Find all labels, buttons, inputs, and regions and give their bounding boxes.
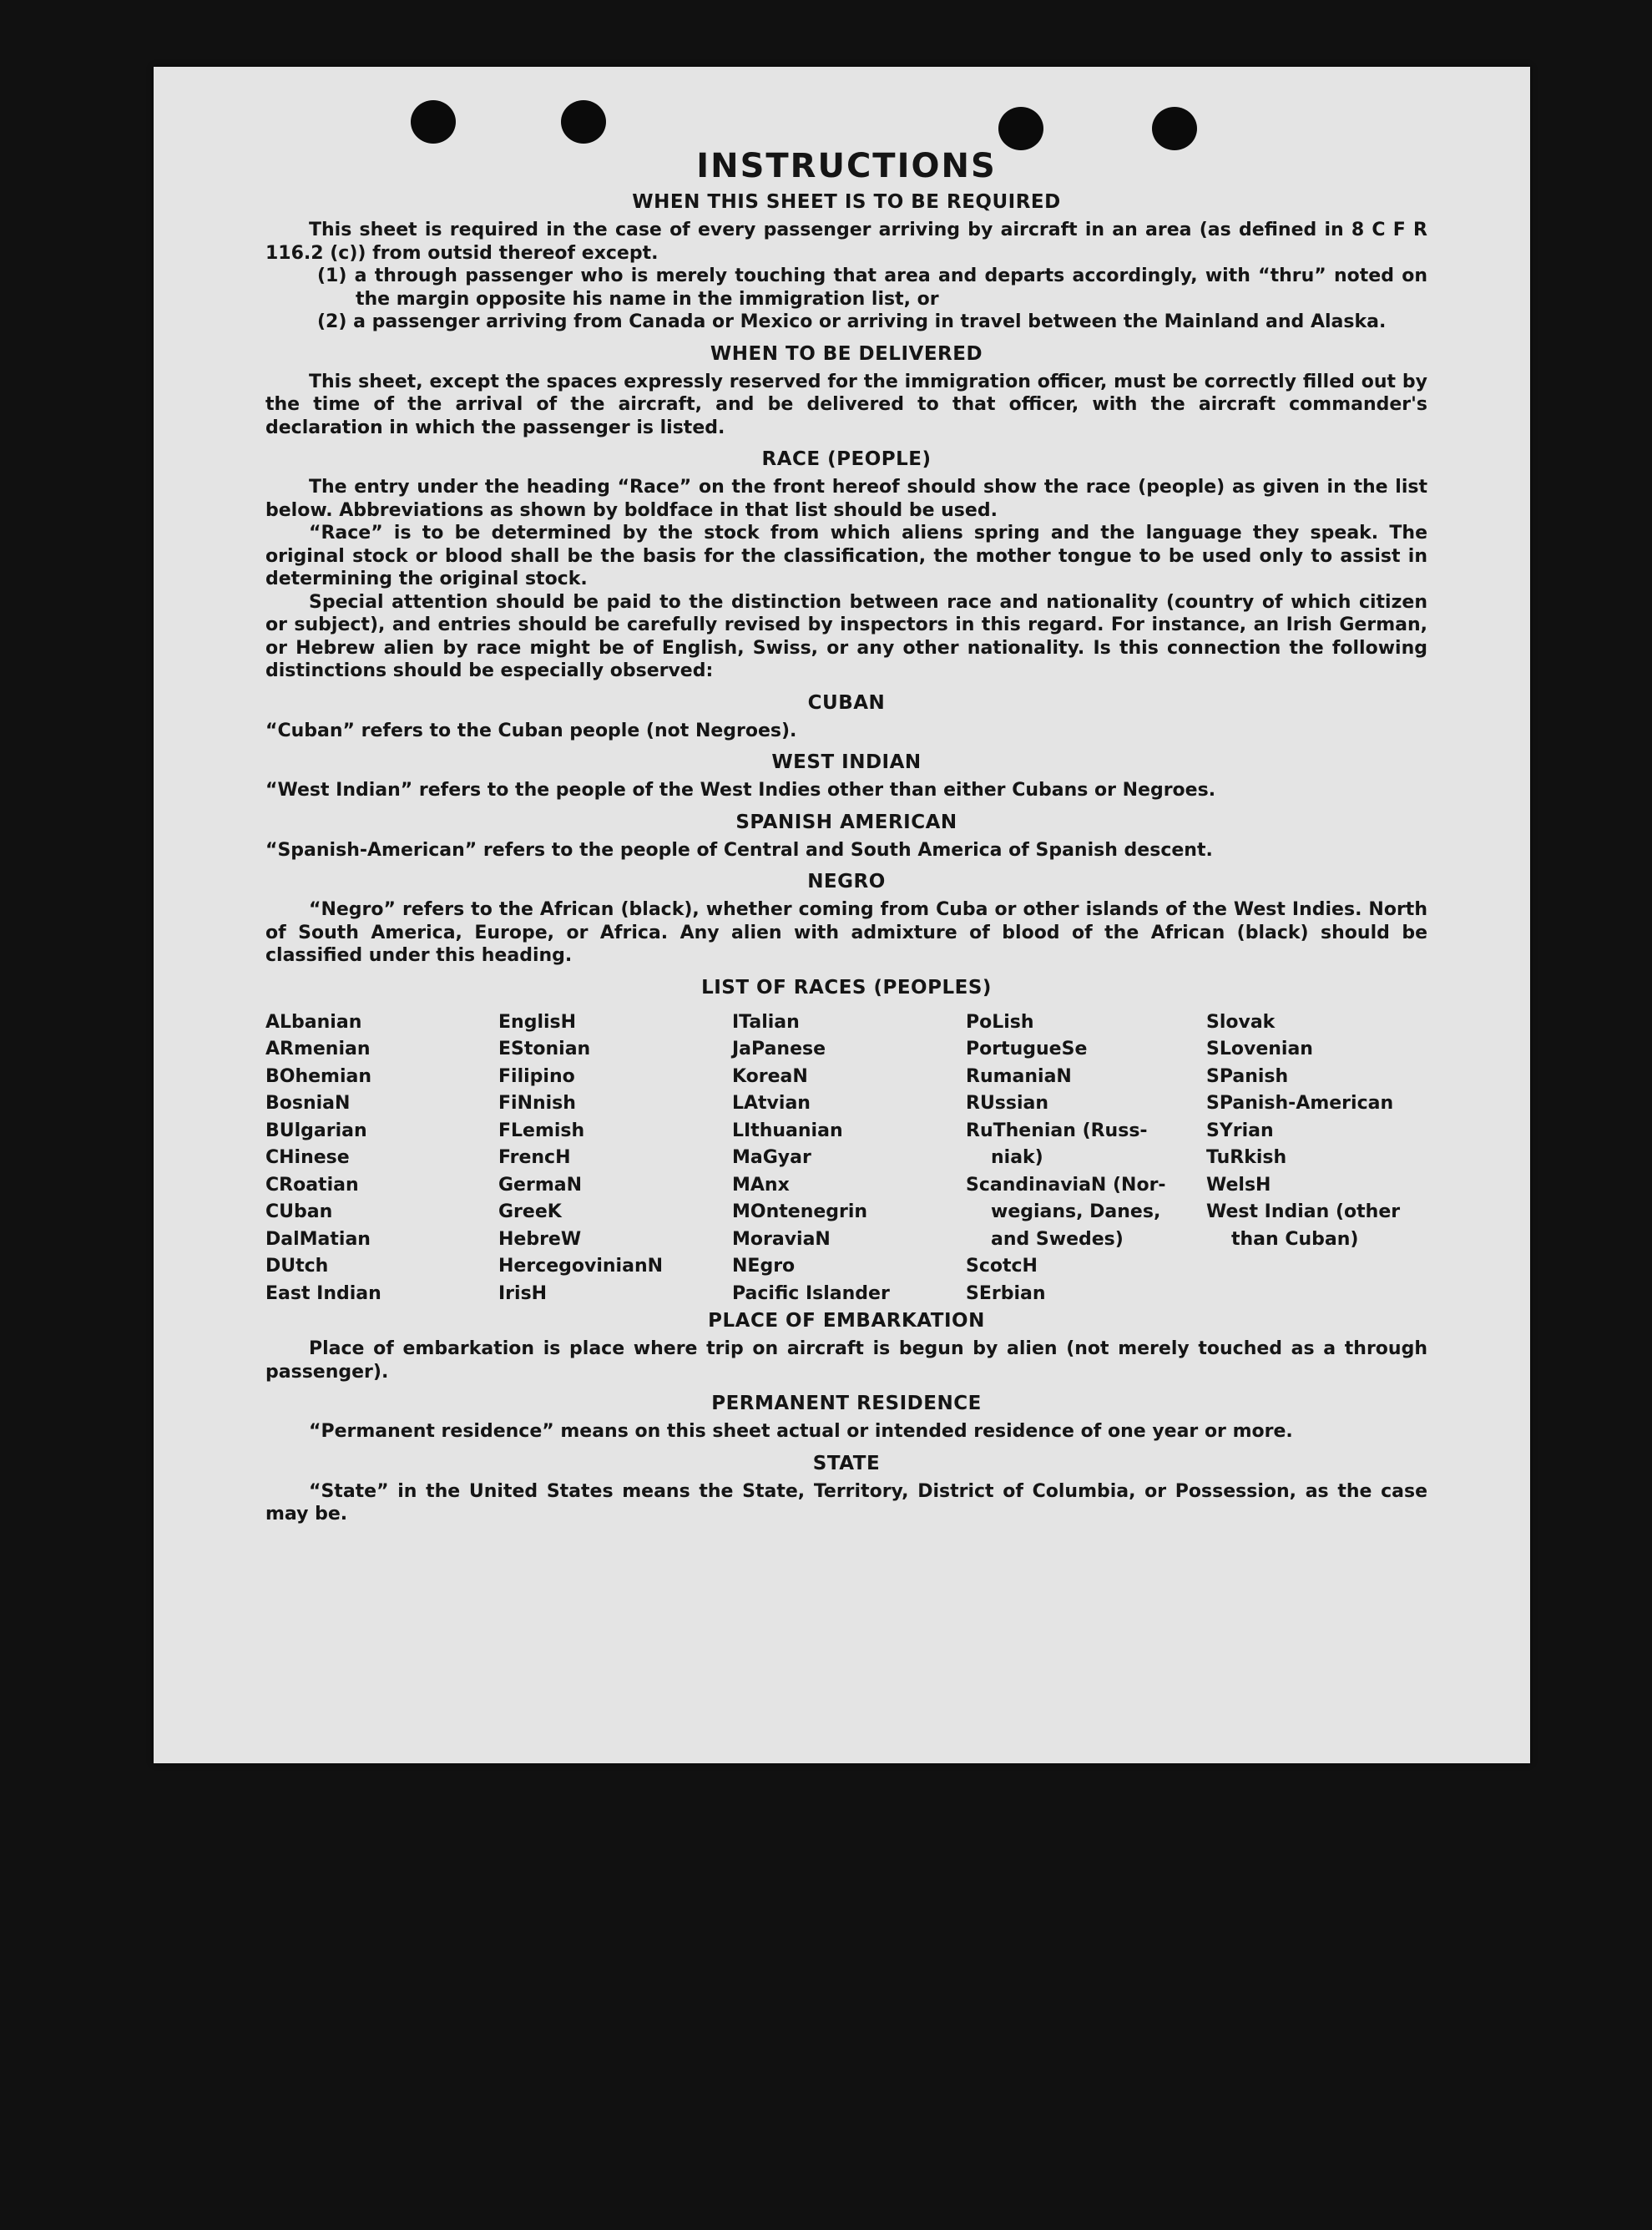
document-sheet xyxy=(154,67,1530,1763)
race-entry: ITalian xyxy=(732,1011,800,1033)
race-entry: GreeK xyxy=(498,1201,562,1222)
paragraph: “Spanish-American” refers to the people of Central and South America of Spanish descent. xyxy=(265,839,1213,861)
race-entry-continuation: and Swedes) xyxy=(991,1228,1124,1250)
race-entry: HercegovinianN xyxy=(498,1256,664,1277)
race-entry: SPanish-American xyxy=(1206,1093,1394,1114)
section-heading-west-indian: WEST INDIAN xyxy=(771,751,922,773)
race-entry: Filipino xyxy=(498,1065,575,1087)
race-entry: ScandinaviaN (Nor- xyxy=(966,1174,1166,1196)
race-entry-continuation: than Cuban) xyxy=(1231,1228,1359,1250)
race-entry: LIthuanian xyxy=(732,1120,843,1141)
race-entry-continuation: wegians, Danes, xyxy=(991,1201,1161,1222)
race-entry: EnglisH xyxy=(498,1011,577,1033)
race-entry: JaPanese xyxy=(732,1039,826,1059)
race-entry: EStonian xyxy=(498,1039,591,1059)
section-heading-spanish-american: SPANISH AMERICAN xyxy=(735,811,957,833)
section-heading-cuban: CUBAN xyxy=(807,691,886,714)
race-entry: BOhemian xyxy=(265,1065,372,1087)
section-heading-permanent-residence: PERMANENT RESIDENCE xyxy=(711,1393,982,1414)
section-heading-state: STATE xyxy=(812,1452,881,1474)
races-column xyxy=(498,1009,732,1308)
race-entry: SPanish xyxy=(1206,1065,1289,1087)
race-entry: HebreW xyxy=(498,1228,582,1250)
section-heading-when-required: WHEN THIS SHEET IS TO BE REQUIRED xyxy=(632,191,1061,213)
race-entry: PortugueSe xyxy=(966,1039,1088,1059)
race-entry: BosniaN xyxy=(265,1093,351,1114)
instructions-content xyxy=(265,147,1427,1526)
paragraph: The entry under the heading “Race” on the front hereof should show the race (people) as given in the list below. Abbreviations as shown by boldface in that list should be used. xyxy=(265,477,1427,521)
race-entry: BUlgarian xyxy=(265,1120,367,1141)
race-entry: WelsH xyxy=(1206,1174,1271,1196)
race-entry: SLovenian xyxy=(1206,1039,1313,1059)
race-entry: IrisH xyxy=(498,1282,548,1304)
race-entry: RuThenian (Russ- xyxy=(966,1120,1148,1141)
paragraph: “Cuban” refers to the Cuban people (not Negroes). xyxy=(265,720,797,741)
race-entry: CUban xyxy=(265,1201,333,1222)
punch-hole xyxy=(411,100,456,144)
race-entry: MOntenegrin xyxy=(732,1201,868,1222)
paragraph: Special attention should be paid to the distinction between race and nationality (country of which citizen or subject), and entries should be carefully revised by inspectors in this regard. For instance, an Irish German, or Hebrew alien by race might be of English, Swiss, or any other nationality. Is this connection the following distinctions should be especially observed: xyxy=(265,591,1427,681)
race-entry: RumaniaN xyxy=(966,1065,1072,1087)
race-entry: DalMatian xyxy=(265,1228,371,1250)
races-column xyxy=(966,1009,1206,1308)
race-entry: Slovak xyxy=(1206,1011,1276,1033)
race-entry: RUssian xyxy=(966,1093,1049,1114)
races-column xyxy=(1206,1009,1427,1308)
list-item: (2) a passenger arriving from Canada or Mexico or arriving in travel between the Mainland and Alaska. xyxy=(317,311,1387,332)
race-entry: ARmenian xyxy=(265,1039,371,1059)
race-entry: DUtch xyxy=(265,1256,329,1277)
races-column xyxy=(265,1009,498,1308)
race-entry: FrencH xyxy=(498,1147,571,1168)
punch-hole xyxy=(998,107,1043,150)
race-entry: MoraviaN xyxy=(732,1228,831,1250)
paragraph: Place of embarkation is place where trip on aircraft is begun by alien (not merely touched as a through passenger). xyxy=(265,1338,1427,1383)
race-entry: KoreaN xyxy=(732,1065,808,1087)
list-item: (1) a through passenger who is merely touching that area and departs accordingly, with “thru” noted on the margin opposite his name in the immigration list, or xyxy=(317,265,1427,310)
race-entry: ScotcH xyxy=(966,1256,1038,1277)
section-heading-when-delivered: WHEN TO BE DELIVERED xyxy=(710,342,983,365)
punch-hole xyxy=(561,100,606,144)
paragraph: “Negro” refers to the African (black), whether coming from Cuba or other islands of the West Indies. North of South America, Europe, or Africa. Any alien with admixture of blood of the African (black) should be classified under this heading. xyxy=(265,899,1427,966)
paragraph: “State” in the United States means the State, Territory, District of Columbia, or Possession, as the case may be. xyxy=(265,1480,1427,1525)
paragraph: This sheet is required in the case of every passenger arriving by aircraft in an area (as defined in 8 C F R 116.2 (c)) from outsid thereof except. xyxy=(265,220,1427,264)
section-heading-negro: NEGRO xyxy=(807,871,886,893)
race-entry: Pacific Islander xyxy=(732,1282,890,1304)
race-entry: East Indian xyxy=(265,1282,381,1304)
race-entry: CRoatian xyxy=(265,1174,359,1196)
race-entry: LAtvian xyxy=(732,1093,811,1114)
paragraph: “Race” is to be determined by the stock from which aliens spring and the language they speak. The original stock or blood shall be the basis for the classification, the mother tongue to be used only to assist in determining the original stock. xyxy=(265,523,1427,589)
race-entry: SErbian xyxy=(966,1282,1046,1304)
page-title: INSTRUCTIONS xyxy=(696,147,997,185)
race-entry: SYrian xyxy=(1206,1120,1274,1141)
race-entry: West Indian (other xyxy=(1206,1201,1401,1222)
race-entry-continuation: niak) xyxy=(991,1147,1043,1168)
race-entry: ALbanian xyxy=(265,1011,362,1033)
paragraph: “Permanent residence” means on this sheet actual or intended residence of one year or more. xyxy=(309,1421,1293,1442)
race-entry: CHinese xyxy=(265,1147,350,1168)
paragraph: This sheet, except the spaces expressly reserved for the immigration officer, must be correctly filled out by the time of the arrival of the aircraft, and be delivered to that officer, with the aircraft commander's declaration in which the passenger is listed. xyxy=(265,371,1427,438)
race-entry: TuRkish xyxy=(1206,1147,1287,1168)
race-entry: PoLish xyxy=(966,1011,1034,1033)
punch-hole xyxy=(1152,107,1197,150)
section-heading-embarkation: PLACE OF EMBARKATION xyxy=(708,1310,985,1332)
section-heading-race: RACE (PEOPLE) xyxy=(761,448,932,470)
paragraph: “West Indian” refers to the people of the West Indies other than either Cubans or Negroes. xyxy=(265,780,1216,801)
races-column xyxy=(732,1009,966,1308)
race-entry: GermaN xyxy=(498,1174,583,1196)
race-entry: FiNnish xyxy=(498,1093,576,1114)
section-heading-list-of-races: LIST OF RACES (PEOPLES) xyxy=(701,976,992,999)
races-list xyxy=(265,1009,1427,1308)
race-entry: MAnx xyxy=(732,1174,790,1196)
race-entry: NEgro xyxy=(732,1256,796,1277)
race-entry: MaGyar xyxy=(732,1147,811,1168)
race-entry: FLemish xyxy=(498,1120,585,1141)
